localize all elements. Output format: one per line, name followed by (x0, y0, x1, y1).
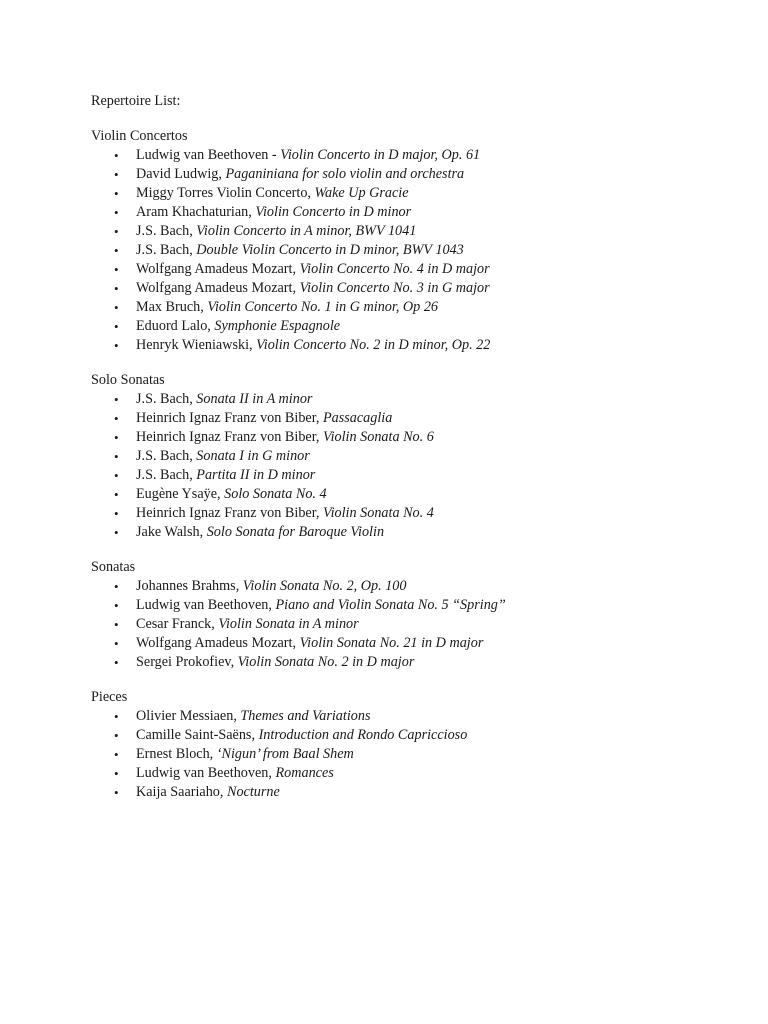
composer-name: Ernest Bloch, (136, 746, 217, 762)
section-sonatas (91, 558, 731, 672)
list-item (91, 615, 731, 634)
composer-name: Cesar Franck, (136, 616, 219, 632)
list-item (91, 504, 731, 523)
work-title: Violin Concerto in D major, Op. 61 (280, 147, 481, 163)
list-item (91, 279, 731, 298)
work-title: Wake Up Gracie (314, 185, 409, 201)
list-item (91, 222, 731, 241)
bullet-icon: • (114, 747, 119, 762)
bullet-icon: • (114, 186, 119, 201)
list-item (91, 260, 731, 279)
bullet-icon: • (114, 300, 119, 315)
work-title: Violin Concerto No. 4 in D major (299, 261, 490, 277)
composer-name: Camille Saint-Saëns, (136, 727, 259, 743)
work-title: Violin Sonata in A minor (218, 616, 359, 632)
work-title: Piano and Violin Sonata No. 5 “Spring” (275, 597, 506, 613)
composer-name: Heinrich Ignaz Franz von Biber, (136, 505, 323, 521)
work-title: Violin Sonata No. 21 in D major (299, 635, 484, 651)
list-item (91, 726, 731, 745)
composer-name: Johannes Brahms, (136, 578, 243, 594)
composer-name: J.S. Bach, (136, 467, 197, 483)
bullet-icon: • (114, 281, 119, 296)
list-item (91, 409, 731, 428)
list-item (91, 745, 731, 764)
work-title: Romances (275, 765, 334, 781)
section-solo-sonatas (91, 371, 731, 542)
bullet-icon: • (114, 224, 119, 239)
list-item (91, 707, 731, 726)
list-item (91, 241, 731, 260)
list-item (91, 466, 731, 485)
bullet-icon: • (114, 636, 119, 651)
composer-name: Wolfgang Amadeus Mozart, (136, 261, 300, 277)
bullet-icon: • (114, 205, 119, 220)
work-title: Nocturne (227, 784, 280, 800)
bullet-icon: • (114, 506, 119, 521)
list-item (91, 634, 731, 653)
sections-container (91, 127, 731, 802)
list-item (91, 184, 731, 203)
list-item (91, 764, 731, 783)
composer-name: Ludwig van Beethoven - (136, 147, 281, 163)
bullet-icon: • (114, 411, 119, 426)
composer-name: J.S. Bach, (136, 223, 197, 239)
work-title: Sonata I in G minor (196, 448, 310, 464)
repertoire-list (91, 146, 731, 355)
bullet-icon: • (114, 468, 119, 483)
composer-name: J.S. Bach, (136, 391, 197, 407)
composer-name: David Ludwig, (136, 166, 226, 182)
work-title: Violin Sonata No. 4 (322, 505, 434, 521)
bullet-icon: • (114, 766, 119, 781)
composer-name: Ludwig van Beethoven, (136, 597, 276, 613)
composer-name: Kaija Saariaho, (136, 784, 227, 800)
composer-name: J.S. Bach, (136, 242, 197, 258)
bullet-icon: • (114, 392, 119, 407)
work-title: Violin Sonata No. 6 (322, 429, 434, 445)
list-item (91, 485, 731, 504)
bullet-icon: • (114, 728, 119, 743)
list-item (91, 165, 731, 184)
section-violin-concertos (91, 127, 731, 355)
list-item (91, 596, 731, 615)
work-title: Sonata II in A minor (196, 391, 313, 407)
work-title: ‘Nigun’ from Baal Shem (216, 746, 354, 762)
list-item (91, 577, 731, 596)
section-heading: Pieces (91, 689, 128, 705)
bullet-icon: • (114, 487, 119, 502)
section-heading: Violin Concertos (91, 128, 188, 144)
list-item (91, 653, 731, 672)
work-title: Introduction and Rondo Capriccioso (258, 727, 468, 743)
list-item (91, 523, 731, 542)
bullet-icon: • (114, 319, 119, 334)
list-item (91, 203, 731, 222)
work-title: Violin Sonata No. 2, Op. 100 (242, 578, 407, 594)
composer-name: Wolfgang Amadeus Mozart, (136, 635, 300, 651)
bullet-icon: • (114, 338, 119, 353)
list-item (91, 336, 731, 355)
composer-name: Heinrich Ignaz Franz von Biber, (136, 429, 323, 445)
list-item (91, 428, 731, 447)
repertoire-list (91, 707, 731, 802)
work-title: Solo Sonata for Baroque Violin (206, 524, 385, 540)
work-title: Partita II in D minor (196, 467, 316, 483)
section-heading: Sonatas (91, 559, 136, 575)
work-title: Solo Sonata No. 4 (224, 486, 327, 502)
section-heading: Solo Sonatas (91, 372, 165, 388)
composer-name: Heinrich Ignaz Franz von Biber, (136, 410, 323, 426)
composer-name: Jake Walsh, (136, 524, 207, 540)
work-title: Violin Concerto No. 3 in G major (299, 280, 490, 296)
bullet-icon: • (114, 785, 119, 800)
repertoire-list (91, 390, 731, 542)
bullet-icon: • (114, 148, 119, 163)
bullet-icon: • (114, 262, 119, 277)
composer-name: J.S. Bach, (136, 448, 197, 464)
repertoire-list (91, 577, 731, 672)
list-item (91, 447, 731, 466)
composer-name: Eduord Lalo, (136, 318, 215, 334)
work-title: Themes and Variations (240, 708, 371, 724)
work-title: Violin Concerto No. 2 in D minor, Op. 22 (256, 337, 491, 353)
work-title: Double Violin Concerto in D minor, BWV 1043 (196, 242, 464, 258)
list-item (91, 390, 731, 409)
section-pieces (91, 688, 731, 802)
bullet-icon: • (114, 655, 119, 670)
work-title: Violin Concerto in A minor, BWV 1041 (196, 223, 417, 239)
list-item (91, 146, 731, 165)
work-title: Paganiniana for solo violin and orchestra (225, 166, 465, 182)
bullet-icon: • (114, 449, 119, 464)
bullet-icon: • (114, 430, 119, 445)
bullet-icon: • (114, 709, 119, 724)
work-title: Violin Sonata No. 2 in D major (237, 654, 415, 670)
list-item (91, 783, 731, 802)
bullet-icon: • (114, 525, 119, 540)
bullet-icon: • (114, 617, 119, 632)
document-title: Repertoire List: (91, 93, 181, 109)
bullet-icon: • (114, 579, 119, 594)
composer-name: Eugène Ysaÿe, (136, 486, 225, 502)
document-body (91, 92, 731, 818)
bullet-icon: • (114, 598, 119, 613)
work-title: Passacaglia (322, 410, 393, 426)
composer-name: Max Bruch, (136, 299, 208, 315)
composer-name: Henryk Wieniawski, (136, 337, 257, 353)
composer-name: Olivier Messiaen, (136, 708, 241, 724)
composer-name: Ludwig van Beethoven, (136, 765, 276, 781)
composer-name: Miggy Torres Violin Concerto, (136, 185, 315, 201)
work-title: Violin Concerto No. 1 in G minor, Op 26 (207, 299, 439, 315)
work-title: Violin Concerto in D minor (255, 204, 412, 220)
list-item (91, 317, 731, 336)
composer-name: Wolfgang Amadeus Mozart, (136, 280, 300, 296)
list-item (91, 298, 731, 317)
composer-name: Aram Khachaturian, (136, 204, 256, 220)
bullet-icon: • (114, 243, 119, 258)
composer-name: Sergei Prokofiev, (136, 654, 238, 670)
bullet-icon: • (114, 167, 119, 182)
work-title: Symphonie Espagnole (214, 318, 341, 334)
